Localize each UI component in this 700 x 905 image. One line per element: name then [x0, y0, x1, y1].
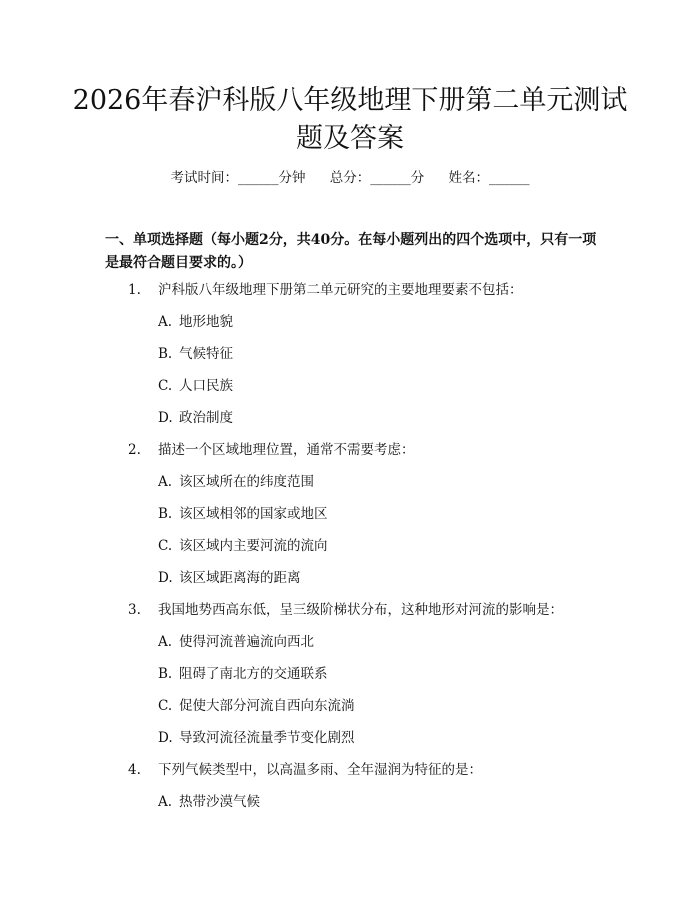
question-item [0, 600, 700, 632]
option-letter: B. [158, 506, 173, 522]
option-item [0, 728, 700, 760]
option-item [0, 696, 700, 728]
question-text: 描述一个区域地理位置，通常不需要考虑： [158, 442, 415, 458]
question-number: 1. [128, 282, 141, 298]
option-letter: C. [158, 538, 173, 554]
exam-meta [0, 168, 700, 188]
exam-time-label: 考试时间：______分钟 [170, 170, 306, 186]
total-score-label: 总分：______分 [329, 170, 425, 186]
option-text: 政治制度 [179, 410, 233, 426]
option-text: 该区域距离海的距离 [179, 570, 301, 586]
option-text: 阻碍了南北方的交通联系 [179, 666, 328, 682]
option-item [0, 408, 700, 440]
option-item [0, 632, 700, 664]
question-item [0, 280, 700, 312]
question-item [0, 760, 700, 792]
option-item [0, 792, 700, 824]
question-text: 下列气候类型中，以高温多雨、全年湿润为特征的是： [158, 762, 482, 778]
option-item [0, 344, 700, 376]
option-item [0, 312, 700, 344]
option-text: 该区域所在的纬度范围 [179, 474, 314, 490]
option-item [0, 664, 700, 696]
option-text: 该区域内主要河流的流向 [179, 538, 328, 554]
question-text: 沪科版八年级地理下册第二单元研究的主要地理要素不包括： [158, 282, 523, 298]
question-number: 3. [128, 602, 141, 618]
option-letter: B. [158, 346, 173, 362]
option-item [0, 504, 700, 536]
option-letter: C. [158, 378, 173, 394]
option-text: 人口民族 [179, 378, 233, 394]
option-letter: C. [158, 698, 173, 714]
option-letter: A. [158, 314, 173, 330]
option-text: 使得河流普遍流向西北 [179, 634, 314, 650]
option-letter: B. [158, 666, 173, 682]
option-letter: A. [158, 474, 173, 490]
page-title: 2026年春沪科版八年级地理下册第二单元测试题及答案 [72, 85, 628, 154]
option-item [0, 568, 700, 600]
option-text: 地形地貌 [179, 314, 233, 330]
question-number: 2. [128, 442, 141, 458]
question-item [0, 440, 700, 472]
section-heading: 一、单项选择题（每小题2分，共40分。在每小题列出的四个选项中，只有一项是最符合题目要求的。） [105, 232, 597, 271]
option-letter: A. [158, 634, 173, 650]
option-item [0, 376, 700, 408]
question-text: 我国地势西高东低，呈三级阶梯状分布，这种地形对河流的影响是： [158, 602, 563, 618]
option-letter: A. [158, 794, 173, 810]
option-text: 热带沙漠气候 [179, 794, 260, 810]
option-item [0, 472, 700, 504]
option-letter: D. [158, 730, 173, 746]
option-letter: D. [158, 410, 173, 426]
question-number: 4. [128, 762, 141, 778]
option-letter: D. [158, 570, 173, 586]
question-list [0, 280, 700, 824]
option-text: 导致河流径流量季节变化剧烈 [179, 730, 355, 746]
student-name-label: 姓名：______ [448, 170, 530, 186]
option-text: 促使大部分河流自西向东流淌 [179, 698, 355, 714]
option-item [0, 536, 700, 568]
option-text: 该区域相邻的国家或地区 [179, 506, 328, 522]
option-text: 气候特征 [179, 346, 233, 362]
